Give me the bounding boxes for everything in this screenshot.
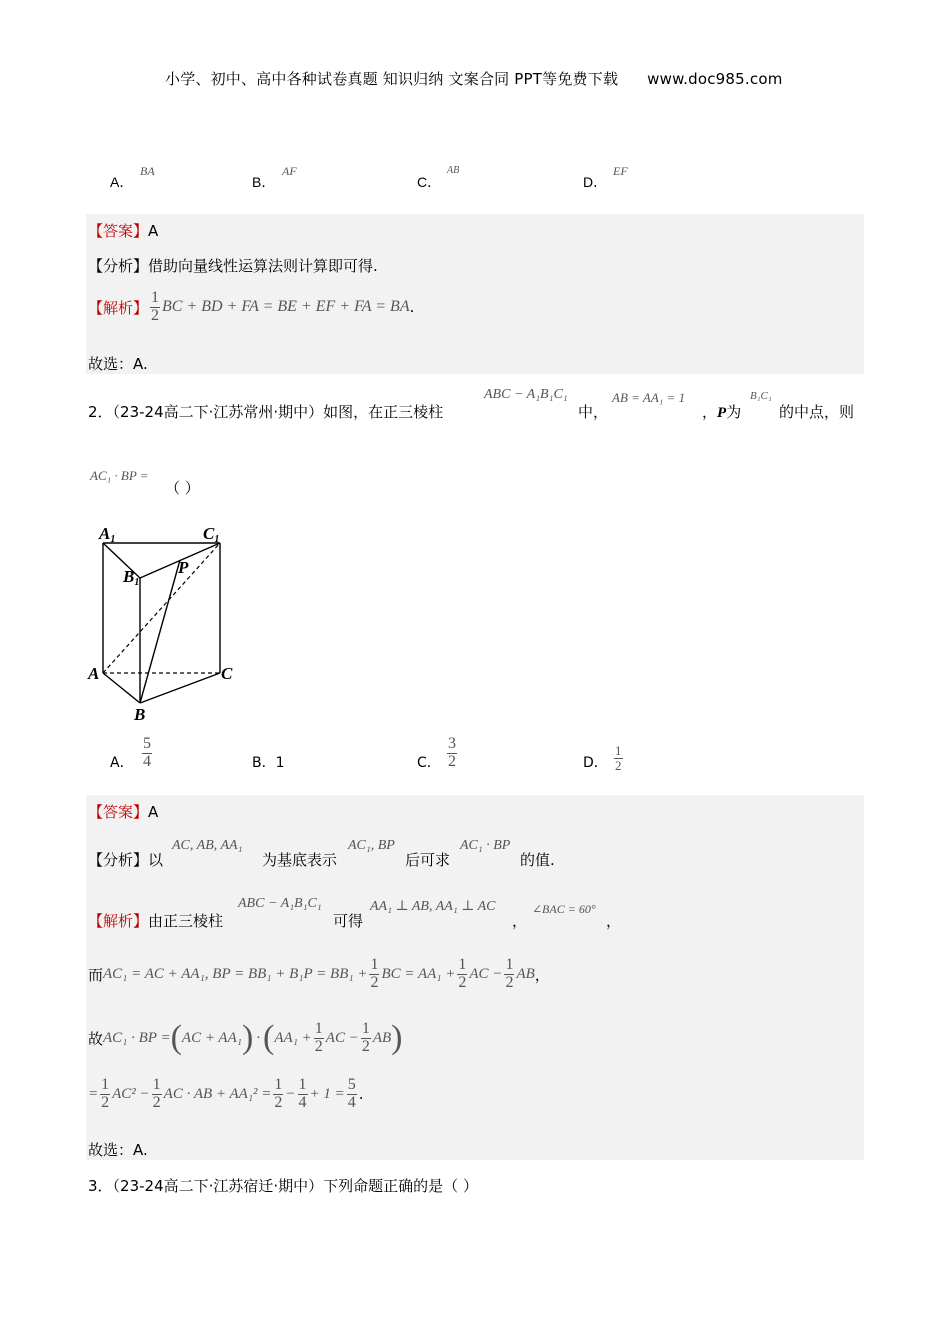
edge-bc <box>140 673 220 703</box>
frac-half: $\frac{1}{2}$ <box>151 289 160 324</box>
segment-ac1-hidden <box>103 543 220 673</box>
q2-basis: AC, AB, AA₁ <box>172 838 243 853</box>
q2-angle: ∠BAC = 60° <box>532 902 596 916</box>
header-text: 小学、初中、高中各种试卷真题 知识归纳 文案合同 PPT等免费下载 <box>165 70 619 88</box>
prism-figure <box>85 520 245 725</box>
q2-sol-comma: ， <box>512 912 528 930</box>
q1-option-b-value: AF <box>282 164 297 178</box>
q2-eq1: 而 AC₁ = AC + AA₁, BP = BB₁ + B₁P = BB₁ + $\frac{1}{2}$ BC = AA₁ + $\frac{1}{2}$ AC − $\frac{1}{2}$ AB ， <box>88 955 550 991</box>
q1-option-a: A． <box>110 174 134 190</box>
q2-option-d-value: $\frac{1}{2}$ <box>615 743 622 773</box>
q2-eq2: 故 AC₁ · BP = ( AC + AA₁ ) · ( AA₁ + $\frac{1}{2}$ AC − $\frac{1}{2}$ AB ) <box>88 1019 403 1056</box>
q2-seg: B₁C₁ <box>750 390 772 402</box>
q2-sol-comma2: ， <box>606 912 622 930</box>
q2-zhong: 中， <box>578 403 609 421</box>
label-a1: A1 <box>99 524 116 545</box>
q2-option-c: C． <box>417 755 441 771</box>
header-url: www.doc985.com <box>647 70 783 88</box>
label-b1: B1 <box>123 567 140 588</box>
q1-solution: 【解析】 $\frac{1}{2}$ BC + BD + FA = BE + EF + FA = BA . <box>88 289 415 324</box>
q2-analysis-mid2: 后可求 <box>405 851 451 869</box>
q2-cond: AB = AA₁ = 1 <box>612 390 686 405</box>
label-c1: C1 <box>203 524 220 545</box>
q2-vecs: AC₁, BP <box>348 838 395 853</box>
q2-solution-lead: 【解析】由正三棱柱 <box>88 912 224 930</box>
q2-prism: ABC − A₁B₁C₁ <box>484 387 568 402</box>
q2-ask: AC₁ · BP = <box>90 468 149 483</box>
q2-conclusion: 故选：A. <box>88 1141 148 1159</box>
q2-analysis-mid: 为基底表示 <box>262 851 338 869</box>
q1-option-b: B． <box>252 174 276 190</box>
q1-option-c: C． <box>417 174 442 190</box>
q2-option-a-value: $\frac{5}{4}$ <box>143 735 151 770</box>
edge-a1b1 <box>103 543 140 578</box>
q2-option-d: D． <box>583 755 608 771</box>
label-c: C <box>221 664 233 683</box>
q2-option-b: B．1 <box>252 755 285 771</box>
page-header <box>165 68 783 89</box>
q2-perp: AA₁ ⊥ AB, AA₁ ⊥ AC <box>370 899 496 914</box>
q2-p-mid: ，P为 <box>702 403 742 421</box>
q1-conclusion: 故选：A. <box>88 355 148 373</box>
q2-paren: （ ） <box>165 479 200 497</box>
q2-answer: 【答案】A <box>88 803 159 821</box>
q2-option-a: A． <box>110 755 134 771</box>
q3-stem: 3．（23-24高二下·江苏宿迁·期中）下列命题正确的是（ ） <box>88 1177 478 1195</box>
q1-option-d-value: EF <box>613 164 628 178</box>
label-a: A <box>88 664 100 683</box>
label-p: P <box>178 558 189 577</box>
q2-eq3: = $\frac{1}{2}$ AC² − $\frac{1}{2}$ AC · AB + AA₁² = $\frac{1}{2}$ − $\frac{1}{4}$ + 1 = $\frac{5}{4}$ . <box>88 1075 364 1111</box>
q2-analysis-end: 的值. <box>520 851 555 869</box>
label-b: B <box>134 705 146 724</box>
q2-sol-kede: 可得 <box>333 912 364 930</box>
q2-dot: AC₁ · BP <box>460 838 511 853</box>
q2-option-c-value: $\frac{3}{2}$ <box>448 735 456 770</box>
q1-option-d: D． <box>583 174 608 190</box>
q1-option-c-value: AB <box>447 165 460 176</box>
q1-answer: 【答案】A <box>88 222 159 240</box>
segment-bp <box>140 560 180 703</box>
q2-sol-prism: ABC − A₁B₁C₁ <box>238 896 322 911</box>
q2-number-source: 2．（23-24高二下·江苏常州·期中）如图，在正三棱柱 <box>88 403 444 421</box>
edge-ab <box>103 673 140 703</box>
q1-option-a-value: BA <box>140 164 155 178</box>
q1-analysis: 【分析】借助向量线性运算法则计算即可得. <box>88 257 378 275</box>
q2-analysis-lead: 【分析】以 <box>88 851 164 869</box>
q2-stem-end: 的中点，则 <box>779 403 855 421</box>
